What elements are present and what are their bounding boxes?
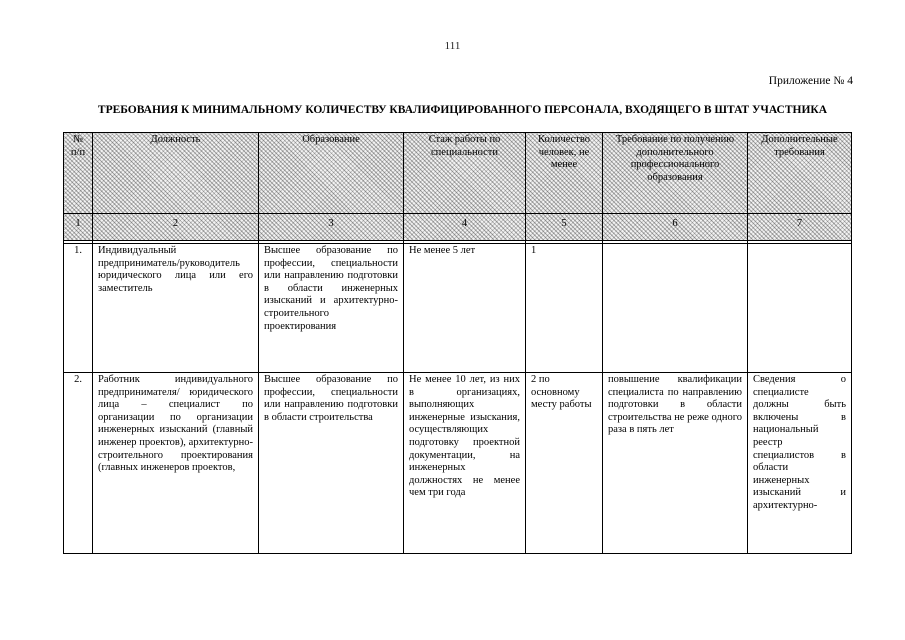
row-number: 1. <box>64 244 93 373</box>
column-number: 5 <box>526 214 603 241</box>
column-number-row <box>64 214 852 241</box>
header-additional-education: Требование по получению дополнительного профессионального образования <box>603 133 748 214</box>
header-count: Количество человек, не менее <box>526 133 603 214</box>
row-count: 1 <box>526 244 603 373</box>
header-experience: Стаж работы по специальности <box>404 133 526 214</box>
row-experience: Не менее 5 лет <box>404 244 526 373</box>
page-number: 111 <box>444 40 461 52</box>
header-row <box>64 133 852 214</box>
row-position: Работник индивидуального предпринимателя/ юридического лица – специалист по организации по организации инженерных изысканий (главный инженер проектов), архитектурно-строительного проектирования (главных инженеров проектов, <box>93 373 259 554</box>
document-title: ТРЕБОВАНИЯ К МИНИМАЛЬНОМУ КОЛИЧЕСТВУ КВАЛИФИЦИРОВАННОГО ПЕРСОНАЛА, ВХОДЯЩЕГО В ШТАТ УЧАСТНИКА <box>97 104 828 116</box>
row-additional-requirements: Сведения о специалисте должны быть включены в национальный реестр специалистов в области инженерных изысканий и архитектурно- <box>748 373 852 554</box>
row-education: Высшее образование по профессии, специальности или направлению подготовки в области инженерных изысканий и архитектурно-строительного проектирования <box>259 244 404 373</box>
table-row <box>64 373 852 554</box>
header-position: Должность <box>93 133 259 214</box>
column-number: 3 <box>259 214 404 241</box>
requirements-table <box>63 132 852 554</box>
column-number: 4 <box>404 214 526 241</box>
row-number: 2. <box>64 373 93 554</box>
column-number: 6 <box>603 214 748 241</box>
row-count: 2 по основному месту работы <box>526 373 603 554</box>
row-additional-education: повышение квалификации специалиста по направлению подготовки в области строительства не реже одного раза в пять лет <box>603 373 748 554</box>
row-position: Индивидуальный предприниматель/руководитель юридического лица или его заместитель <box>93 244 259 373</box>
header-num: № п/п <box>64 133 93 214</box>
row-education: Высшее образование по профессии, специальности или направлению подготовки в области строительства <box>259 373 404 554</box>
header-additional-requirements: Дополнительные требования <box>748 133 852 214</box>
row-additional-requirements <box>748 244 852 373</box>
table-row <box>64 244 852 373</box>
column-number: 7 <box>748 214 852 241</box>
row-additional-education <box>603 244 748 373</box>
row-experience: Не менее 10 лет, из них в организациях, выполняющих инженерные изыскания, осуществляющих подготовку проектной документации, на инженерных должностях не менее чем три года <box>404 373 526 554</box>
column-number: 2 <box>93 214 259 241</box>
appendix-label: Приложение № 4 <box>768 75 853 87</box>
column-number: 1 <box>64 214 93 241</box>
header-education: Образование <box>259 133 404 214</box>
